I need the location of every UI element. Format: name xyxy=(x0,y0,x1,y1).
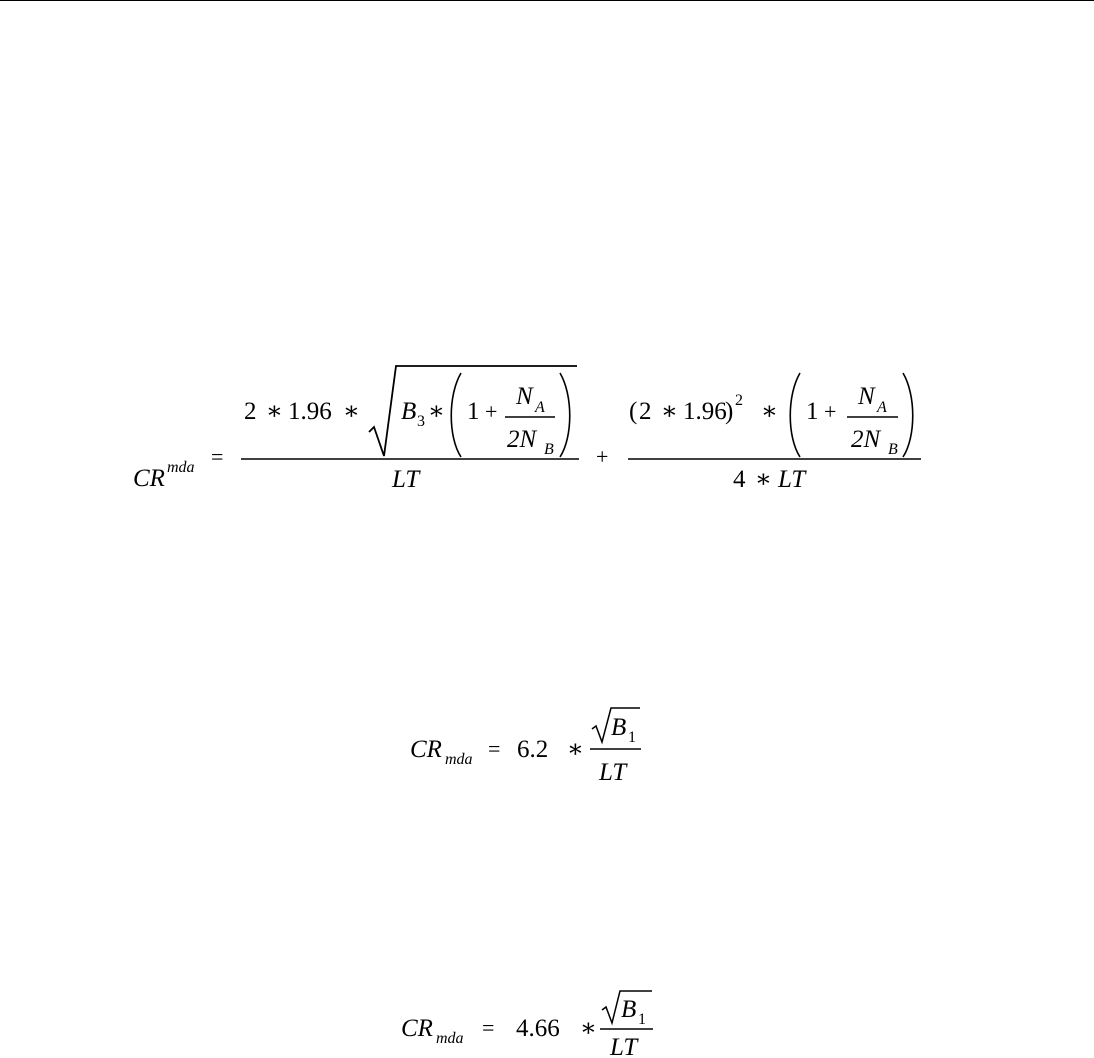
eq2-den: LT xyxy=(599,759,627,786)
eq1-t2-plus: + xyxy=(824,399,837,424)
eq3-lhs-cr: CR xyxy=(401,1015,433,1042)
eq1-t1-frac-den-sub: B xyxy=(544,441,554,458)
eq1-t1-lparen xyxy=(451,373,461,457)
eq2-op: ∗ xyxy=(567,736,584,763)
eq1-t1-b: B xyxy=(401,398,417,425)
eq3-coef: 4.66 xyxy=(516,1015,560,1042)
eq1-t1-num-a: 2 xyxy=(244,398,257,425)
eq1-t2-frac-den-sub: B xyxy=(888,441,898,458)
eq1-t2-lparen: ( xyxy=(629,398,638,425)
eq1-t1-op2: ∗ xyxy=(343,398,360,425)
eq1-t1-frac-num-sub: A xyxy=(535,399,545,416)
eq1-t1-frac-den: 2N xyxy=(507,426,537,453)
eq3-b: B xyxy=(621,996,637,1023)
eq1-t2-rparen: ) xyxy=(725,398,734,425)
eq1-t2-den-op: ∗ xyxy=(755,466,772,493)
equation-3 xyxy=(0,985,1094,1058)
eq3-op: ∗ xyxy=(580,1015,597,1042)
eq1-t2-one: 1 xyxy=(806,398,819,425)
eq1-t1-num-b: 1.96 xyxy=(288,398,332,425)
eq1-t2-num-a: 2 xyxy=(639,398,652,425)
eq1-t2-frac-num: N xyxy=(858,383,875,410)
eq1-t2-op2: ∗ xyxy=(761,398,778,425)
eq1-t2-frac-num-sub: A xyxy=(877,399,887,416)
eq2-b: B xyxy=(611,714,627,741)
eq1-t2-num-b: 1.96 xyxy=(683,398,727,425)
eq3-lhs-sub: mda xyxy=(436,1030,464,1047)
eq1-t1-op3: ∗ xyxy=(428,398,445,425)
eq1-t2-den-b: LT xyxy=(778,466,806,493)
eq1-t2-exp: 2 xyxy=(735,392,743,409)
eq1-t1-plus: + xyxy=(485,399,498,424)
eq2-lhs-sub: mda xyxy=(445,751,473,768)
eq1-t1-op1: ∗ xyxy=(266,398,283,425)
eq1-t2-rparen-big xyxy=(903,373,913,457)
eq1-t1-b-sub: 3 xyxy=(417,413,425,430)
eq2-b-sub: 1 xyxy=(628,729,636,746)
eq1-lhs-sub: mda xyxy=(167,459,195,476)
eq3-den: LT xyxy=(610,1034,638,1058)
eq3-equals: = xyxy=(482,1015,495,1040)
eq2-lhs-cr: CR xyxy=(410,736,442,763)
equation-1 xyxy=(0,360,1094,500)
eq1-t1-one: 1 xyxy=(467,398,480,425)
eq1-lhs-cr: CR xyxy=(133,465,165,492)
eq1-t2-op1: ∗ xyxy=(661,398,678,425)
eq1-equals: = xyxy=(211,444,224,469)
eq1-t2-den-a: 4 xyxy=(733,466,746,493)
eq1-t1-den: LT xyxy=(392,466,420,493)
eq1-plus: + xyxy=(596,444,609,469)
eq1-t2-frac-den: 2N xyxy=(851,426,881,453)
eq1-t1-frac-num: N xyxy=(516,383,533,410)
eq3-b-sub: 1 xyxy=(638,1011,646,1028)
eq2-equals: = xyxy=(488,736,501,761)
top-rule xyxy=(0,0,1094,1)
eq1-t1-rparen xyxy=(560,373,570,457)
eq2-coef: 6.2 xyxy=(517,736,549,763)
eq1-t2-lparen-big xyxy=(790,373,800,457)
equation-2 xyxy=(0,700,1094,790)
